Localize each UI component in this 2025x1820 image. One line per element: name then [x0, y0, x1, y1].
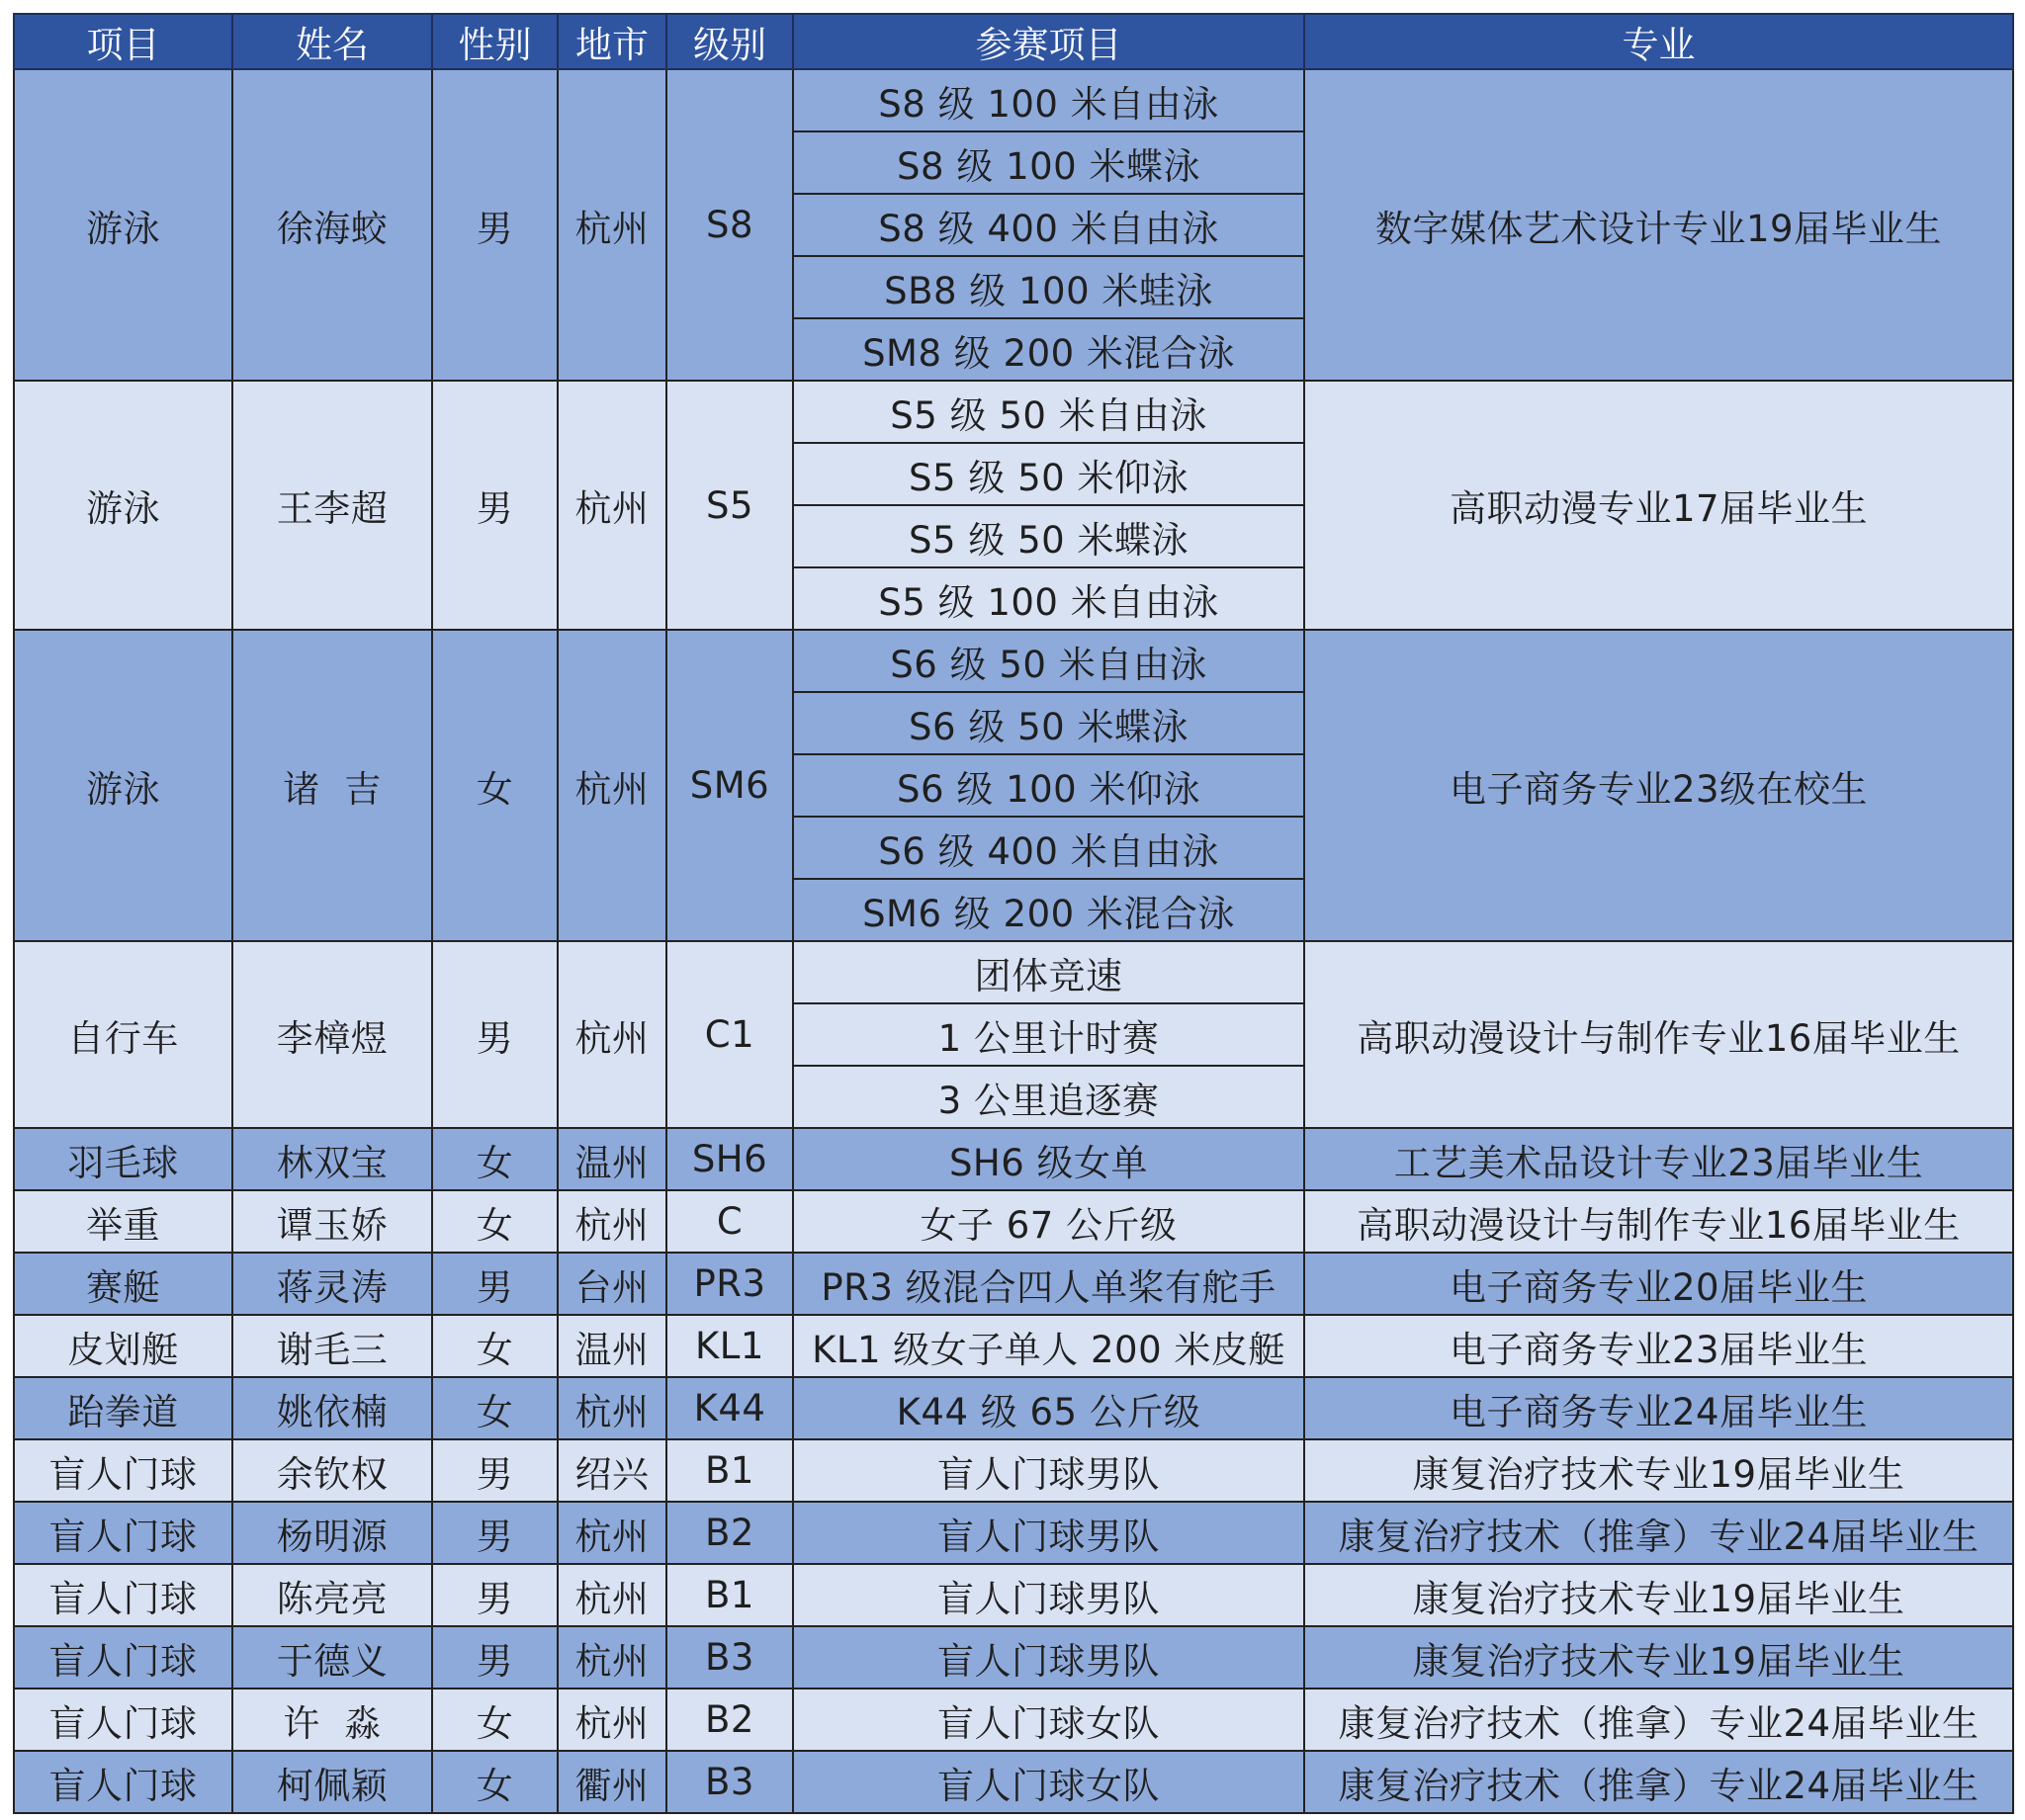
athlete-city: 杭州 [558, 381, 666, 630]
athlete-event: SH6 级女单 [793, 1128, 1304, 1190]
athlete-class: K44 [666, 1377, 793, 1439]
athlete-event: 盲人门球女队 [793, 1751, 1304, 1813]
athlete-major: 数字媒体艺术设计专业19届毕业生 [1304, 69, 2013, 381]
athlete-sport: 自行车 [14, 941, 232, 1128]
athlete-gender: 男 [432, 1439, 558, 1502]
athlete-sport: 游泳 [14, 69, 232, 381]
athlete-name: 于德义 [232, 1626, 432, 1689]
athlete-name: 杨明源 [232, 1502, 432, 1564]
athlete-sport: 举重 [14, 1190, 232, 1253]
athlete-major: 康复治疗技术（推拿）专业24届毕业生 [1304, 1502, 2013, 1564]
athlete-city: 衢州 [558, 1751, 666, 1813]
athlete-gender: 女 [432, 1190, 558, 1253]
athlete-name: 蒋灵涛 [232, 1253, 432, 1315]
athlete-event: S8 级 400 米自由泳 [793, 194, 1304, 256]
table-body [14, 69, 2013, 1813]
athlete-name: 陈亮亮 [232, 1564, 432, 1626]
athlete-gender: 女 [432, 1377, 558, 1439]
athlete-event: S6 级 50 米蝶泳 [793, 692, 1304, 754]
athlete-sport: 游泳 [14, 630, 232, 941]
athlete-class: C1 [666, 941, 793, 1128]
athlete-sport: 盲人门球 [14, 1502, 232, 1564]
athlete-class: PR3 [666, 1253, 793, 1315]
athlete-event: SM6 级 200 米混合泳 [793, 879, 1304, 941]
athlete-gender: 男 [432, 1626, 558, 1689]
athlete-name: 林双宝 [232, 1128, 432, 1190]
athlete-event: PR3 级混合四人单桨有舵手 [793, 1253, 1304, 1315]
athlete-major: 高职动漫专业17届毕业生 [1304, 381, 2013, 630]
header-sport: 项目 [14, 14, 232, 69]
header-events: 参赛项目 [793, 14, 1304, 69]
athlete-gender: 男 [432, 1253, 558, 1315]
athlete-event: S5 级 50 米蝶泳 [793, 505, 1304, 567]
athlete-event: SM8 级 200 米混合泳 [793, 318, 1304, 381]
athlete-class: SH6 [666, 1128, 793, 1190]
header-major: 专业 [1304, 14, 2013, 69]
athlete-class: B1 [666, 1439, 793, 1502]
athlete-event: 盲人门球男队 [793, 1626, 1304, 1689]
athlete-class: B3 [666, 1751, 793, 1813]
athlete-sport: 赛艇 [14, 1253, 232, 1315]
table-row [14, 1315, 2013, 1377]
athlete-gender: 男 [432, 1502, 558, 1564]
athlete-gender: 女 [432, 630, 558, 941]
athlete-gender: 女 [432, 1751, 558, 1813]
athlete-sport: 盲人门球 [14, 1564, 232, 1626]
athlete-city: 台州 [558, 1253, 666, 1315]
athlete-major: 电子商务专业24届毕业生 [1304, 1377, 2013, 1439]
table-row [14, 1190, 2013, 1253]
athlete-major: 工艺美术品设计专业23届毕业生 [1304, 1128, 2013, 1190]
athlete-name: 姚依楠 [232, 1377, 432, 1439]
athlete-city: 杭州 [558, 1689, 666, 1751]
athlete-name: 徐海蛟 [232, 69, 432, 381]
table-row [14, 69, 2013, 131]
athlete-name: 谢毛三 [232, 1315, 432, 1377]
athlete-event: 盲人门球男队 [793, 1502, 1304, 1564]
athlete-city: 杭州 [558, 69, 666, 381]
athlete-gender: 男 [432, 69, 558, 381]
athlete-class: B2 [666, 1689, 793, 1751]
table-row [14, 941, 2013, 1003]
athlete-event: S5 级 50 米自由泳 [793, 381, 1304, 443]
athlete-sport: 跆拳道 [14, 1377, 232, 1439]
athlete-major: 电子商务专业20届毕业生 [1304, 1253, 2013, 1315]
athlete-name: 诸 吉 [232, 630, 432, 941]
table-row [14, 1564, 2013, 1626]
athlete-name: 余钦权 [232, 1439, 432, 1502]
table-row [14, 1377, 2013, 1439]
athlete-major: 康复治疗技术专业19届毕业生 [1304, 1626, 2013, 1689]
athlete-table [13, 13, 2014, 1814]
athlete-city: 杭州 [558, 941, 666, 1128]
athlete-event: 盲人门球男队 [793, 1439, 1304, 1502]
athlete-major: 高职动漫设计与制作专业16届毕业生 [1304, 941, 2013, 1128]
athlete-class: B2 [666, 1502, 793, 1564]
athlete-event: 盲人门球男队 [793, 1564, 1304, 1626]
header-class: 级别 [666, 14, 793, 69]
athlete-city: 杭州 [558, 1502, 666, 1564]
athlete-sport: 羽毛球 [14, 1128, 232, 1190]
athlete-event: S5 级 50 米仰泳 [793, 443, 1304, 505]
athlete-city: 杭州 [558, 1377, 666, 1439]
athlete-event: S8 级 100 米蝶泳 [793, 131, 1304, 194]
athlete-major: 康复治疗技术（推拿）专业24届毕业生 [1304, 1751, 2013, 1813]
athlete-sport: 盲人门球 [14, 1626, 232, 1689]
athlete-event: 盲人门球女队 [793, 1689, 1304, 1751]
athlete-city: 温州 [558, 1128, 666, 1190]
athlete-name: 李樟煜 [232, 941, 432, 1128]
athlete-event: S6 级 50 米自由泳 [793, 630, 1304, 692]
athlete-sport: 盲人门球 [14, 1751, 232, 1813]
athlete-class: KL1 [666, 1315, 793, 1377]
athlete-major: 康复治疗技术（推拿）专业24届毕业生 [1304, 1689, 2013, 1751]
athlete-gender: 女 [432, 1128, 558, 1190]
athlete-city: 杭州 [558, 1190, 666, 1253]
athlete-event: S6 级 100 米仰泳 [793, 754, 1304, 817]
athlete-event: K44 级 65 公斤级 [793, 1377, 1304, 1439]
athlete-city: 绍兴 [558, 1439, 666, 1502]
athlete-major: 高职动漫设计与制作专业16届毕业生 [1304, 1190, 2013, 1253]
table-row [14, 1689, 2013, 1751]
athlete-gender: 女 [432, 1689, 558, 1751]
athlete-name: 谭玉娇 [232, 1190, 432, 1253]
table-row [14, 1253, 2013, 1315]
athlete-name: 柯佩颖 [232, 1751, 432, 1813]
header-name: 姓名 [232, 14, 432, 69]
athlete-event: 3 公里追逐赛 [793, 1066, 1304, 1128]
athlete-event: 团体竞速 [793, 941, 1304, 1003]
athlete-sport: 皮划艇 [14, 1315, 232, 1377]
athlete-class: C [666, 1190, 793, 1253]
athlete-name: 王李超 [232, 381, 432, 630]
table-row [14, 1128, 2013, 1190]
athlete-class: B1 [666, 1564, 793, 1626]
header-gender: 性别 [432, 14, 558, 69]
table-row [14, 1502, 2013, 1564]
athlete-gender: 男 [432, 941, 558, 1128]
athlete-event: 1 公里计时赛 [793, 1003, 1304, 1066]
athlete-event: KL1 级女子单人 200 米皮艇 [793, 1315, 1304, 1377]
athlete-class: S8 [666, 69, 793, 381]
athlete-major: 电子商务专业23级在校生 [1304, 630, 2013, 941]
athlete-event: 女子 67 公斤级 [793, 1190, 1304, 1253]
athlete-sport: 盲人门球 [14, 1689, 232, 1751]
table-row [14, 1626, 2013, 1689]
athlete-event: S5 级 100 米自由泳 [793, 567, 1304, 630]
athlete-class: S5 [666, 381, 793, 630]
athlete-name: 许 淼 [232, 1689, 432, 1751]
athlete-major: 电子商务专业23届毕业生 [1304, 1315, 2013, 1377]
athlete-gender: 男 [432, 381, 558, 630]
athlete-sport: 游泳 [14, 381, 232, 630]
header-city: 地市 [558, 14, 666, 69]
athlete-major: 康复治疗技术专业19届毕业生 [1304, 1564, 2013, 1626]
athlete-class: B3 [666, 1626, 793, 1689]
athlete-event: S6 级 400 米自由泳 [793, 817, 1304, 879]
athlete-class: SM6 [666, 630, 793, 941]
athlete-major: 康复治疗技术专业19届毕业生 [1304, 1439, 2013, 1502]
athlete-event: S8 级 100 米自由泳 [793, 69, 1304, 131]
athlete-city: 杭州 [558, 630, 666, 941]
table-row [14, 381, 2013, 443]
athlete-city: 杭州 [558, 1626, 666, 1689]
athlete-gender: 男 [432, 1564, 558, 1626]
table-row [14, 630, 2013, 692]
athlete-sport: 盲人门球 [14, 1439, 232, 1502]
table-header-row [14, 14, 2013, 69]
table-row [14, 1751, 2013, 1813]
athlete-gender: 女 [432, 1315, 558, 1377]
table-row [14, 1439, 2013, 1502]
athlete-event: SB8 级 100 米蛙泳 [793, 256, 1304, 318]
athlete-city: 杭州 [558, 1564, 666, 1626]
athlete-city: 温州 [558, 1315, 666, 1377]
